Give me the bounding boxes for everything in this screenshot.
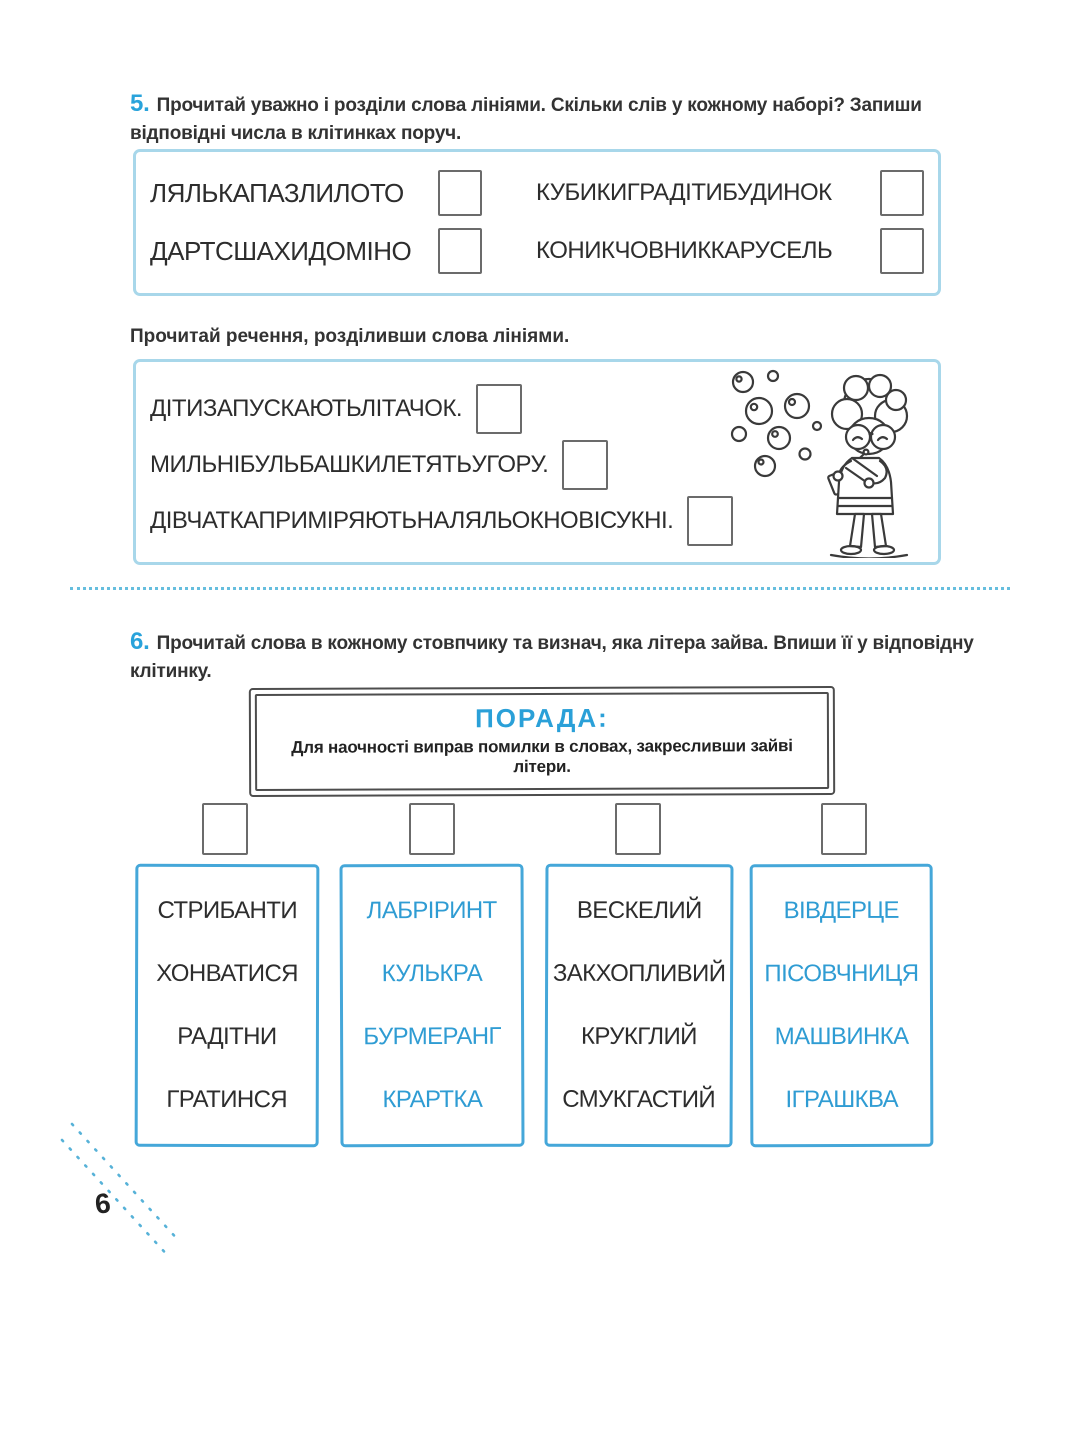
answer-box-word-set-3[interactable] bbox=[438, 228, 482, 274]
sentence-2: МИЛЬНІБУЛЬБАШКИЛЕТЯТЬУГОРУ. bbox=[150, 451, 549, 478]
word-set-row bbox=[150, 228, 482, 274]
answer-box-word-set-2[interactable] bbox=[880, 170, 924, 216]
column-word: ЗАКХОПЛИВИЙ bbox=[552, 959, 726, 988]
kid-figure-icon bbox=[828, 375, 907, 558]
word-sets-frame bbox=[133, 149, 941, 296]
kid-blowing-bubbles-illustration bbox=[719, 364, 934, 558]
sentence-row bbox=[150, 384, 522, 434]
word-column-3 bbox=[545, 864, 734, 1148]
answer-box-sentence-1[interactable] bbox=[476, 384, 522, 434]
word-set-row bbox=[150, 170, 482, 216]
bubbles-icon bbox=[732, 371, 821, 476]
exercise6-number: 6. bbox=[130, 628, 150, 655]
exercise5-instruction bbox=[130, 87, 975, 148]
answer-box-column-2[interactable] bbox=[409, 803, 455, 855]
page-number: 6 bbox=[93, 1187, 113, 1220]
column-word: ІГРАШКВА bbox=[785, 1086, 899, 1114]
column-word: ВЕСКЕЛИЙ bbox=[576, 896, 702, 924]
column-word: БУРМЕРАНГ bbox=[363, 1022, 501, 1051]
column-word: СТРИБАНТИ bbox=[157, 896, 298, 924]
dotted-divider bbox=[70, 587, 1010, 590]
column-word: КРУКГЛИЙ bbox=[580, 1022, 697, 1051]
diagonal-dots-decoration bbox=[58, 1118, 198, 1268]
sentence-3: ДІВЧАТКАПРИМІРЯЮТЬНАЛЯЛЬОКНОВІСУКНІ. bbox=[150, 507, 674, 534]
column-word: МАШВИНКА bbox=[774, 1022, 909, 1051]
word-set-3: ДАРТСШАХИДОМІНО bbox=[150, 235, 412, 266]
column-word: КРАРТКА bbox=[382, 1086, 483, 1114]
word-set-4: КОНИКЧОВНИККАРУСЕЛЬ bbox=[536, 237, 833, 264]
word-set-row bbox=[536, 228, 924, 274]
word-column-2 bbox=[340, 864, 525, 1148]
column-word: ХОНВАТИСЯ bbox=[156, 959, 298, 988]
answer-box-word-set-4[interactable] bbox=[880, 228, 924, 274]
exercise5-sub-instruction: Прочитай речення, розділивши слова лініями. bbox=[130, 326, 570, 347]
column-word: СМУКГАСТИЙ bbox=[562, 1086, 716, 1114]
tip-box-inner bbox=[255, 692, 829, 791]
column-word: КУЛЬКРА bbox=[381, 959, 483, 988]
column-word: РАДІТНИ bbox=[177, 1022, 277, 1051]
answer-box-sentence-2[interactable] bbox=[562, 440, 608, 490]
word-column-4 bbox=[750, 864, 934, 1147]
exercise5-instruction-text: Прочитай уважно і розділи слова лініями. Скільки слів у кожному наборі? Запиши відповідні числа в клітинках поруч. bbox=[130, 95, 922, 145]
exercise6-instruction bbox=[130, 625, 980, 686]
tip-title: ПОРАДА: bbox=[475, 702, 609, 734]
answer-box-column-4[interactable] bbox=[821, 803, 867, 855]
answer-box-column-3[interactable] bbox=[615, 803, 661, 855]
tip-text: Для наочності виправ помилки в словах, закресливши зайві літери. bbox=[291, 736, 793, 777]
answer-box-word-set-1[interactable] bbox=[438, 170, 482, 216]
sentence-1: ДІТИЗАПУСКАЮТЬЛІТАЧОК. bbox=[150, 395, 463, 422]
word-column-1 bbox=[135, 864, 320, 1147]
tip-box bbox=[249, 686, 835, 797]
sentences-frame bbox=[133, 359, 941, 565]
word-set-2: КУБИКИГРАДІТИБУДИНОК bbox=[536, 179, 832, 206]
sentence-row bbox=[150, 440, 608, 490]
column-word: ПІСОВЧНИЦЯ bbox=[764, 959, 919, 988]
column-word: ЛАБРІРИНТ bbox=[366, 896, 497, 924]
sentence-row bbox=[150, 496, 733, 546]
word-set-row bbox=[536, 170, 924, 216]
column-word: ГРАТИНСЯ bbox=[166, 1086, 288, 1114]
exercise6-instruction-text: Прочитай слова в кожному стовпчику та визнач, яка літера зайва. Впиши її у відповідну клітинку. bbox=[130, 633, 974, 683]
word-set-1: ЛЯЛЬКАПАЗЛИЛОТО bbox=[150, 177, 404, 208]
answer-box-column-1[interactable] bbox=[202, 803, 248, 855]
exercise5-number: 5. bbox=[130, 90, 150, 117]
column-word: ВІВДЕРЦЕ bbox=[783, 896, 899, 924]
